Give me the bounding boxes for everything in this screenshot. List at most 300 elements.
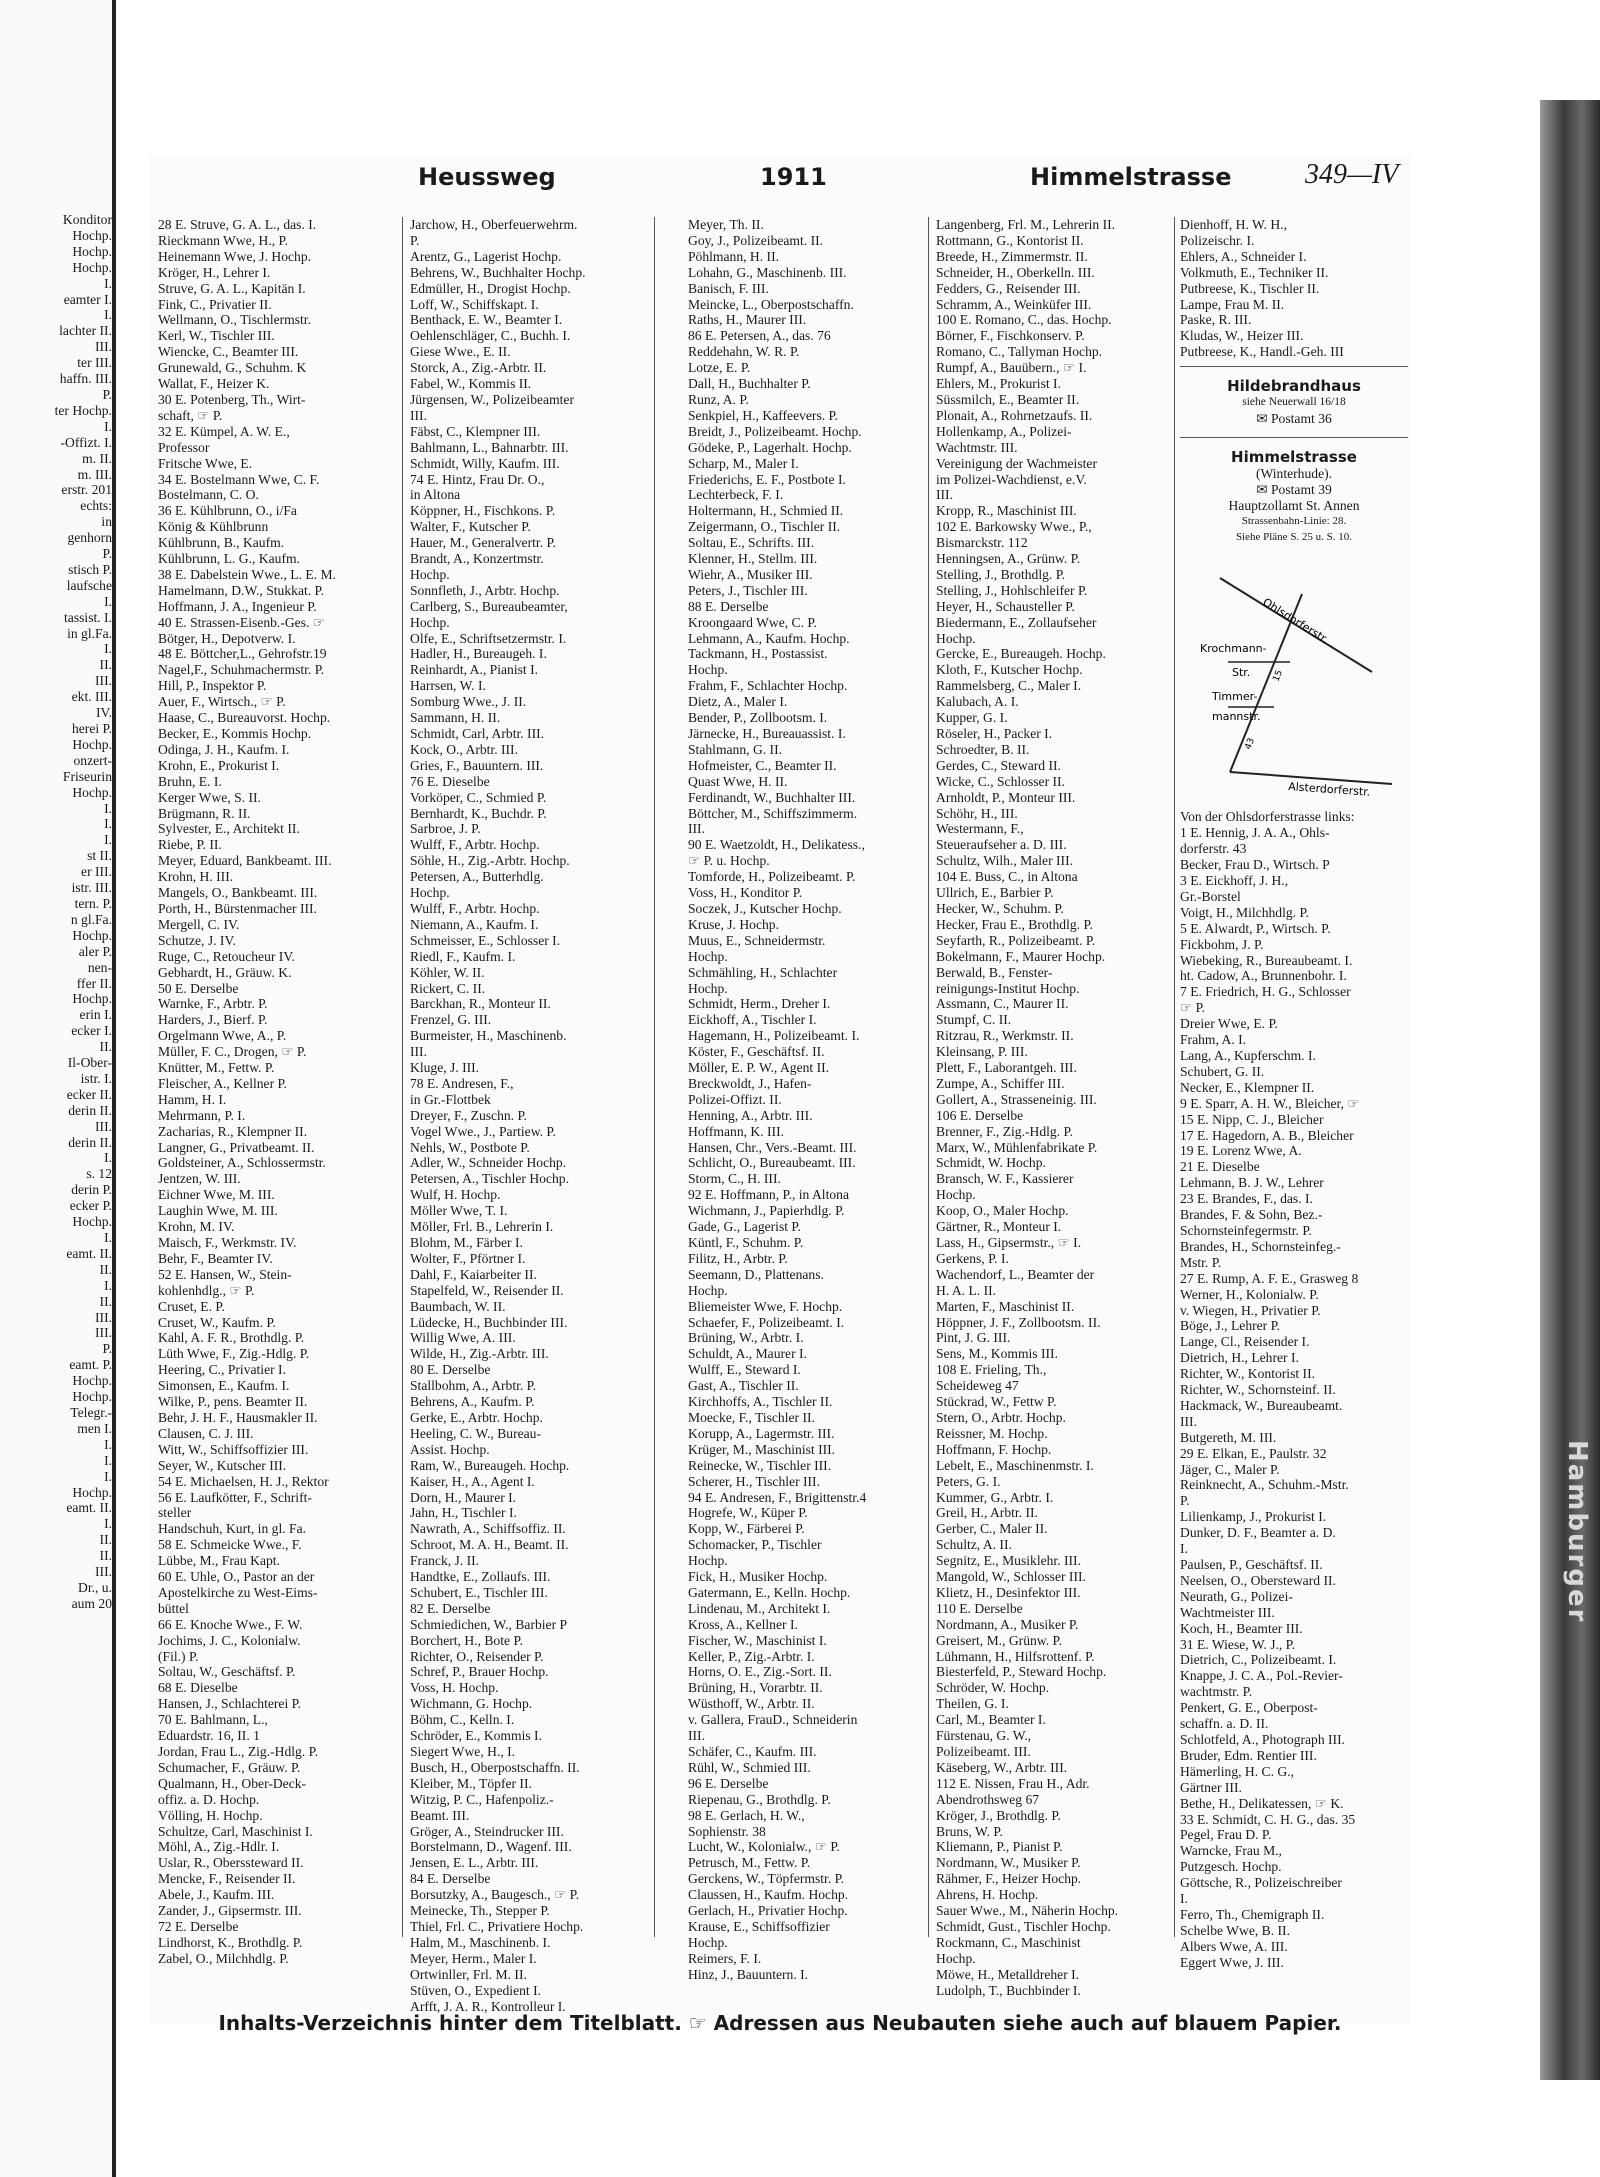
facing-page-line: I.	[104, 641, 112, 657]
directory-entry: Henning, A., Arbtr. III.	[688, 1107, 813, 1123]
facing-page-line: Hochp.	[72, 784, 112, 800]
directory-entry: (Fil.) P.	[158, 1648, 199, 1664]
directory-entry: Odinga, J. H., Kaufm. I.	[158, 741, 290, 757]
directory-entry: Hämerling, H. C. G.,	[1180, 1763, 1295, 1779]
facing-page-line: Hochp.	[72, 227, 112, 243]
directory-entry: Busch, H., Oberpostschaffn. II.	[410, 1759, 580, 1775]
directory-entry: 30 E. Potenberg, Th., Wirt-	[158, 391, 306, 407]
directory-entry: Lindhorst, K., Brothdlg. P.	[158, 1934, 303, 1950]
directory-entry: Knappe, J. C. A., Pol.-Revier-	[1180, 1668, 1343, 1684]
directory-entry: Bötger, H., Depotverw. I.	[158, 630, 296, 646]
directory-entry: Wüsthoff, W., Arbtr. II.	[688, 1696, 815, 1712]
directory-entry: Schneider, H., Oberkelln. III.	[936, 264, 1095, 280]
directory-entry: Riedl, F., Kaufm. I.	[410, 948, 516, 964]
directory-entry: Arentz, G., Lagerist Hochp.	[410, 248, 562, 264]
directory-entry: Wulff, F., Arbtr. Hochp.	[410, 900, 540, 916]
directory-entry: Nordmann, W., Musiker P.	[936, 1855, 1081, 1871]
directory-entry: 90 E. Waetzoldt, H., Delikatess.,	[688, 837, 865, 853]
map-label-krochmann: Krochmann-	[1200, 641, 1267, 655]
directory-entry: Greil, H., Arbtr. II.	[936, 1505, 1038, 1521]
directory-entry: Rühl, W., Schmied III.	[688, 1759, 811, 1775]
directory-entry: Hansen, J., Schlachterei P.	[158, 1696, 302, 1712]
directory-entry: Kleiber, M., Töpfer II.	[410, 1775, 532, 1791]
facing-page-line: IV.	[96, 705, 112, 721]
facing-page-line: Hochp.	[72, 736, 112, 752]
directory-entry: Hoffmann, F. Hochp.	[936, 1441, 1052, 1457]
directory-entry: Schuldt, A., Maurer I.	[688, 1346, 807, 1362]
directory-entry: Peters, G. I.	[936, 1473, 1001, 1489]
directory-entry: 98 E. Gerlach, H. W.,	[688, 1807, 805, 1823]
directory-entry: Simonsen, E., Kaufm. I.	[158, 1378, 290, 1394]
directory-entry: Ferro, Th., Chemigraph II.	[1180, 1906, 1325, 1922]
directory-entry: Hoffmann, K. III.	[688, 1123, 785, 1139]
facing-page-line: st II.	[87, 848, 112, 864]
column-rule	[1174, 217, 1175, 1937]
directory-entry: Vogel Wwe., J., Partiew. P.	[410, 1123, 556, 1139]
directory-entry: Franck, J. II.	[410, 1553, 480, 1569]
directory-entry: Schutze, J. IV.	[158, 932, 236, 948]
facing-page-line: I.	[104, 800, 112, 816]
directory-entry: Keller, P., Zig.-Arbtr. I.	[688, 1648, 815, 1664]
directory-entry: Lucht, W., Kolonialw., ☞ P.	[688, 1839, 840, 1855]
directory-entry: Brenner, F., Zig.-Hdlg. P.	[936, 1123, 1073, 1139]
facing-page-line: derin II.	[68, 1134, 112, 1150]
directory-entry: Stückrad, W., Fettw P.	[936, 1394, 1057, 1410]
directory-entry: Brandes, F. & Sohn, Bez.-	[1180, 1207, 1323, 1223]
directory-entry: Haase, C., Bureauvorst. Hochp.	[158, 710, 331, 726]
directory-entry: Friederichs, E. F., Postbote I.	[688, 471, 846, 487]
directory-entry: Witzig, P. C., Hafenpoliz.-	[410, 1791, 554, 1807]
directory-entry: 28 E. Struve, G. A. L., das. I.	[158, 217, 317, 232]
directory-entry: 38 E. Dabelstein Wwe., L. E. M.	[158, 566, 336, 582]
directory-entry: III.	[410, 1044, 427, 1060]
directory-entry: Edmüller, H., Drogist Hochp.	[410, 280, 571, 296]
himmelstrasse-zollamt: Hauptzollamt St. Annen	[1228, 497, 1360, 513]
directory-entry: Werner, H., Kolonialw. P.	[1180, 1286, 1319, 1302]
directory-entry: Lotze, E. P.	[688, 360, 751, 376]
column-2	[410, 217, 648, 2014]
facing-page-line: P.	[102, 546, 112, 562]
directory-entry: Böge, J., Lehrer P.	[1180, 1318, 1281, 1334]
facing-page-line: s. 12	[86, 1166, 112, 1182]
directory-entry: Sens, M., Kommis III.	[936, 1346, 1058, 1362]
directory-entry: Muus, E., Schneidermstr.	[688, 932, 826, 948]
directory-entry: P.	[1180, 1493, 1190, 1509]
directory-entry: Hoffmann, J. A., Ingenieur P.	[158, 598, 317, 614]
directory-entry: Gödeke, P., Lagerhalt. Hochp.	[688, 439, 852, 455]
hildebrandhaus-postamt: ✉ Postamt 36	[1256, 411, 1332, 427]
directory-entry: Ritzrau, R., Werkmstr. II.	[936, 1028, 1074, 1044]
directory-entry: Polizeibeamt. III.	[936, 1744, 1031, 1759]
directory-entry: 104 E. Buss, C., in Altona	[936, 869, 1078, 885]
directory-entry: Segnitz, E., Musiklehr. III.	[936, 1553, 1081, 1569]
directory-entry: Schultz, Wilh., Maler III.	[936, 853, 1073, 869]
directory-entry: Olfe, E., Schriftsetzermstr. I.	[410, 630, 567, 646]
facing-page-line: onzert-	[73, 752, 112, 768]
facing-page-line: I.	[104, 1452, 112, 1468]
directory-entry: Nagel,F., Schuhmachermstr. P.	[158, 662, 325, 678]
directory-entry: Steueraufseher a. D. III.	[936, 837, 1067, 853]
directory-entry: Wachendorf, L., Beamter der	[936, 1266, 1095, 1282]
directory-entry: Voss, H., Konditor P.	[688, 885, 803, 901]
directory-entry: Ludolph, T., Buchbinder I.	[936, 1982, 1081, 1998]
directory-entry: Ullrich, E., Barbier P.	[936, 885, 1054, 901]
directory-entry: Hochp.	[936, 630, 976, 646]
directory-entry: Riebe, P. II.	[158, 837, 222, 853]
directory-entry: Bruhn, E. I.	[158, 773, 222, 789]
directory-entry: Frenzel, G. III.	[410, 1012, 492, 1028]
directory-entry: Quast Wwe, H. II.	[688, 773, 788, 789]
facing-page-line: I.	[104, 1230, 112, 1245]
directory-entry: Bokelmann, F., Maurer Hochp.	[936, 948, 1106, 964]
directory-entry: Stelling, J., Brothdlg. P.	[936, 566, 1066, 582]
directory-entry: Schröder, W. Hochp.	[936, 1680, 1050, 1696]
himmelstrasse-box	[1180, 448, 1408, 546]
directory-entry: Nehls, W., Postbote P.	[410, 1139, 530, 1155]
directory-entry: Kupper, G. I.	[936, 710, 1008, 726]
column-5-top-list	[1180, 217, 1408, 360]
directory-entry: Gr.-Borstel	[1180, 888, 1241, 904]
directory-entry: 92 E. Hoffmann, P., in Altona	[688, 1187, 849, 1203]
directory-entry: Scheideweg 47	[936, 1378, 1019, 1394]
directory-entry: Storm, C., H. III.	[688, 1171, 781, 1187]
directory-entry: Sammann, H. II.	[410, 710, 501, 726]
directory-entry: 19 E. Lorenz Wwe, A.	[1180, 1143, 1302, 1159]
directory-entry: Hochp.	[688, 1553, 728, 1569]
directory-entry: 23 E. Brandes, F., das. I.	[1180, 1191, 1313, 1207]
directory-entry: Eichner Wwe, M. III.	[158, 1187, 275, 1203]
directory-entry: Hochp.	[688, 1934, 728, 1950]
directory-entry: 110 E. Derselbe	[936, 1600, 1023, 1616]
directory-entry: Kloth, F., Kutscher Hochp.	[936, 662, 1083, 678]
directory-entry: 32 E. Kümpel, A. W. E.,	[158, 423, 290, 439]
directory-entry: Borstelmann, D., Wagenf. III.	[410, 1839, 572, 1855]
directory-entry: 29 E. Elkan, E., Paulstr. 32	[1180, 1445, 1327, 1461]
directory-entry: Hecker, Frau E., Brothdlg. P.	[936, 916, 1093, 932]
directory-entry: Breede, H., Zimmermstr. II.	[936, 248, 1088, 264]
directory-entry: Eggert Wwe, J. III.	[1180, 1954, 1284, 1970]
directory-entry: 52 E. Hansen, W., Stein-	[158, 1266, 292, 1282]
directory-entry: Mangold, W., Schlosser III.	[936, 1569, 1086, 1585]
directory-entry: Lehmann, B. J. W., Lehrer	[1180, 1175, 1324, 1191]
facing-page-line: aum 20	[71, 1595, 112, 1611]
directory-entry: Küntl, F., Schuhm. P.	[688, 1235, 804, 1250]
section-rule	[1180, 366, 1408, 367]
himmelstrasse-district: (Winterhude).	[1255, 465, 1333, 481]
directory-entry: 60 E. Uhle, O., Pastor an der	[158, 1569, 315, 1585]
facing-page-line: Friseurin	[62, 768, 112, 784]
facing-page-line: ekt. III.	[71, 689, 112, 705]
directory-entry: Riepenau, G., Brothdlg. P.	[688, 1791, 831, 1807]
directory-entry: Stüven, O., Expedient I.	[410, 1982, 542, 1998]
map-label-krochmann-str: Str.	[1232, 665, 1251, 679]
header-street-start: Heussweg	[418, 163, 556, 191]
hildebrandhaus-box	[1180, 377, 1408, 427]
facing-page-line: derin P.	[71, 1182, 112, 1198]
directory-entry: 78 E. Andresen, F.,	[410, 1075, 514, 1091]
directory-entry: Gärtner, R., Monteur I.	[936, 1219, 1062, 1235]
directory-entry: v. Wiegen, H., Privatier P.	[1180, 1302, 1321, 1318]
book-edge	[1540, 100, 1600, 2080]
column-rule	[654, 217, 655, 1937]
directory-entry: Bethe, H., Delikatessen, ☞ K.	[1180, 1795, 1344, 1811]
directory-entry: Reinhardt, A., Pianist I.	[410, 662, 538, 678]
column-rule	[402, 217, 403, 1937]
directory-entry: Willig Wwe, A. III.	[410, 1330, 516, 1346]
facing-page-line: Hochp.	[72, 1214, 112, 1230]
directory-entry: Fickbohm, J. P.	[1180, 936, 1264, 952]
facing-page-line: I.	[104, 1277, 112, 1293]
directory-entry: Plonait, A., Rohrnetzaufs. II.	[936, 407, 1093, 423]
directory-entry: Porth, H., Bürstenmacher III.	[158, 900, 317, 916]
directory-entry: Jarchow, H., Oberfeuerwehrm.	[410, 217, 578, 232]
directory-entry: Reissner, M. Hochp.	[936, 1425, 1048, 1441]
directory-entry: 36 E. Kühlbrunn, O., i/Fa	[158, 503, 297, 519]
directory-entry: Nordmann, A., Musiker P.	[936, 1616, 1079, 1632]
directory-entry: III.	[410, 407, 427, 423]
directory-entry: schaft, ☞ P.	[158, 407, 223, 423]
directory-entry: reinigungs-Institut Hochp.	[936, 980, 1080, 996]
facing-page-line: III.	[95, 1309, 112, 1325]
facing-page-line: istr. I.	[80, 1070, 112, 1086]
directory-entry: Arfft, J. A. R., Kontrolleur I.	[410, 1998, 566, 2014]
directory-entry: Langner, G., Privatbeamt. II.	[158, 1139, 315, 1155]
facing-page-fragment	[0, 0, 120, 2177]
directory-entry: Qualmann, H., Ober-Deck-	[158, 1775, 307, 1791]
directory-entry: Knütter, M., Fettw. P.	[158, 1060, 275, 1076]
directory-entry: Hamelmann, D.W., Stukkat. P.	[158, 582, 325, 598]
directory-entry: Loff, W., Schiffskapt. I.	[410, 296, 539, 312]
header-street-end: Himmelstrasse	[1030, 163, 1232, 191]
directory-entry: Möwe, H., Metalldreher I.	[936, 1966, 1080, 1982]
directory-entry: Burmeister, H., Maschinenb.	[410, 1028, 567, 1044]
directory-entry: Seyfarth, R., Polizeibeamt. P.	[936, 932, 1096, 948]
directory-entry: Senkpiel, H., Kaffeevers. P.	[688, 407, 839, 423]
directory-entry: Grunewald, G., Schuhm. K	[158, 360, 307, 376]
directory-entry: Petersen, A., Tischler Hochp.	[410, 1171, 569, 1187]
directory-entry: Kliemann, P., Pianist P.	[936, 1839, 1063, 1855]
directory-entry: Kerger Wwe, S. II.	[158, 789, 261, 805]
directory-entry: Stahlmann, G. II.	[688, 741, 783, 757]
directory-entry: Neurath, G., Polizei-	[1180, 1588, 1293, 1604]
directory-entry: Korupp, A., Lagermstr. III.	[688, 1425, 835, 1441]
directory-entry: Gries, F., Bauuntern. III.	[410, 757, 544, 773]
directory-entry: Krüger, M., Maschinist III.	[688, 1441, 836, 1457]
directory-entry: Hochp.	[410, 566, 450, 582]
directory-entry: Lübbe, M., Frau Kapt.	[158, 1553, 280, 1569]
directory-entry: Volkmuth, E., Techniker II.	[1180, 264, 1329, 280]
directory-entry: H. A. L. II.	[936, 1282, 997, 1298]
directory-entry: im Polizei-Wachdienst, e.V.	[936, 471, 1087, 487]
directory-entry: 34 E. Bostelmann Wwe, C. F.	[158, 471, 320, 487]
directory-entry: Fedders, G., Reisender III.	[936, 280, 1081, 296]
directory-entry: Schaefer, F., Polizeibeamt. I.	[688, 1314, 845, 1330]
directory-entry: Köppner, H., Fischkons. P.	[410, 503, 556, 519]
directory-entry: 72 E. Derselbe	[158, 1918, 239, 1934]
directory-entry: Völling, H. Hochp.	[158, 1807, 263, 1823]
directory-entry: Behr, J. H. F., Hausmakler II.	[158, 1409, 318, 1425]
directory-entry: Voigt, H., Milchhdlg. P.	[1180, 904, 1309, 920]
facing-page-line: III.	[95, 339, 112, 355]
directory-entry: Carl, M., Beamter I.	[936, 1712, 1046, 1728]
directory-entry: Clausen, C. J. III.	[158, 1425, 254, 1441]
directory-entry: Wicke, C., Schlosser II.	[936, 773, 1065, 789]
directory-entry: Stelling, J., Hohlschleifer P.	[936, 582, 1088, 598]
directory-entry: Gröger, A., Steindrucker III.	[410, 1823, 564, 1839]
directory-entry: Richter, O., Reisender P.	[410, 1648, 544, 1664]
directory-entry: Bruns, W. P.	[936, 1823, 1003, 1839]
directory-entry: Moecke, F., Tischler II.	[688, 1409, 815, 1425]
directory-entry: Nawrath, A., Schiffsoffiz. II.	[410, 1521, 566, 1537]
directory-entry: Frahm, F., Schlachter Hochp.	[688, 678, 848, 694]
map-label-alsterdorfer: Alsterdorferstr.	[1287, 779, 1371, 799]
directory-entry: Schultze, Carl, Maschinist I.	[158, 1823, 313, 1839]
directory-entry: Lindenau, M., Architekt I.	[688, 1600, 831, 1616]
directory-entry: Witt, W., Schiffsoffizier III.	[158, 1441, 309, 1457]
directory-entry: Dietrich, H., Lehrer I.	[1180, 1350, 1299, 1366]
directory-entry: Ehlers, M., Prokurist I.	[936, 376, 1061, 392]
directory-entry: Voss, H. Hochp.	[410, 1680, 499, 1696]
directory-entry: Gerdes, C., Steward II.	[936, 757, 1061, 773]
directory-entry: Biedermann, E., Zollaufseher	[936, 614, 1097, 630]
map-number-43: 43	[1243, 736, 1258, 751]
directory-entry: Möhl, A., Zig.-Hdlr. I.	[158, 1839, 280, 1855]
directory-entry: Gerke, E., Arbtr. Hochp.	[410, 1409, 543, 1425]
directory-entry: 17 E. Hagedorn, A. B., Bleicher	[1180, 1127, 1354, 1143]
directory-entry: Professor	[158, 439, 210, 455]
directory-entry: Jordan, Frau L., Zig.-Hdlg. P.	[158, 1744, 319, 1759]
directory-entry: Niemann, A., Kaufm. I.	[410, 916, 539, 932]
directory-entry: Köster, F., Geschäftsf. II.	[688, 1044, 825, 1060]
directory-entry: Bruder, Edm. Rentier III.	[1180, 1747, 1317, 1763]
directory-entry: Kluge, J. III.	[410, 1060, 480, 1076]
directory-entry: Rumpf, A., Bauübern., ☞ I.	[936, 360, 1087, 376]
directory-entry: Behrens, W., Buchhalter Hochp.	[410, 264, 586, 280]
directory-entry: 108 E. Frieling, Th.,	[936, 1362, 1047, 1378]
directory-entry: Rähmer, F., Heizer Hochp.	[936, 1871, 1082, 1887]
directory-entry: Berwald, B., Fenster-	[936, 964, 1053, 980]
directory-entry: Söhle, H., Zig.-Arbtr. Hochp.	[410, 853, 570, 869]
directory-entry: III.	[936, 487, 953, 503]
directory-entry: Borsutzky, A., Baugesch., ☞ P.	[410, 1887, 580, 1903]
directory-entry: Meinecke, Th., Stepper P.	[410, 1903, 550, 1919]
facing-page-line: II.	[99, 1293, 112, 1309]
directory-entry: Rammelsberg, C., Maler I.	[936, 678, 1082, 694]
directory-entry: Schumacher, F., Gräuw. P.	[158, 1759, 301, 1775]
facing-page-line: eamt. P.	[69, 1357, 112, 1373]
column-rule	[928, 217, 929, 1937]
directory-entry: Kleinsang, P. III.	[936, 1044, 1028, 1060]
directory-entry: Wolter, F., Pförtner I.	[410, 1250, 526, 1266]
directory-entry: Scharp, M., Maler I.	[688, 455, 799, 471]
edge-print: Hamburger	[1562, 1440, 1592, 1624]
directory-entry: Oehlenschläger, C., Buchh. I.	[410, 328, 571, 344]
hildebrandhaus-ref: siehe Neuerwall 16/18	[1242, 396, 1346, 409]
directory-entry: Tackmann, H., Postassist.	[688, 646, 828, 662]
directory-entry: 7 E. Friedrich, H. G., Schlosser	[1180, 984, 1351, 1000]
directory-entry: Kropp, R., Maschinist III.	[936, 503, 1077, 519]
directory-entry: 1 E. Hennig, J. A. A., Ohls-	[1180, 825, 1330, 841]
directory-entry: Schubert, E., Tischler III.	[410, 1584, 548, 1600]
directory-entry: Gebhardt, H., Gräuw. K.	[158, 964, 292, 980]
directory-entry: Hansen, Chr., Vers.-Beamt. III.	[688, 1139, 857, 1155]
directory-entry: wachtmstr. P.	[1180, 1684, 1253, 1700]
column-4	[936, 217, 1168, 1998]
directory-entry: III.	[688, 1728, 705, 1744]
directory-entry: Järnecke, H., Bureauassist. I.	[688, 726, 846, 741]
directory-entry: Kludas, W., Heizer III.	[1180, 328, 1304, 344]
directory-entry: Stapelfeld, W., Reisender II.	[410, 1282, 564, 1298]
directory-entry: Böhm, C., Kelln. I.	[410, 1712, 515, 1728]
directory-entry: Warncke, Frau M.,	[1180, 1843, 1282, 1859]
directory-entry: Claussen, H., Kaufm. Hochp.	[688, 1887, 849, 1903]
directory-entry: Bender, P., Zollbootsm. I.	[688, 710, 828, 726]
directory-entry: Kröger, J., Brothdlg. P.	[936, 1807, 1061, 1823]
directory-entry: Fürstenau, G. W.,	[936, 1728, 1032, 1744]
directory-entry: Cruset, W., Kaufm. P.	[158, 1314, 276, 1330]
directory-entry: Putbreese, K., Handl.-Geh. III	[1180, 344, 1344, 360]
directory-entry: Hackmack, W., Bureaubeamt.	[1180, 1397, 1343, 1413]
directory-entry: Wulf, H. Hochp.	[410, 1187, 501, 1203]
directory-entry: 9 E. Sparr, A. H. W., Bleicher, ☞	[1180, 1095, 1360, 1111]
directory-entry: Barckhan, R., Monteur II.	[410, 996, 551, 1012]
facing-page-line: n gl.Fa.	[70, 911, 112, 927]
directory-entry: Dreier Wwe, E. P.	[1180, 1016, 1278, 1032]
directory-entry: Blohm, M., Färber I.	[410, 1235, 523, 1250]
directory-entry: Reinknecht, A., Schuhm.-Mstr.	[1180, 1477, 1349, 1493]
directory-entry: Krause, E., Schiffsoffizier	[688, 1918, 830, 1934]
directory-entry: Wulff, F., Arbtr. Hochp.	[410, 837, 540, 853]
facing-page-line: II.	[99, 1039, 112, 1055]
directory-entry: Wachtmeister III.	[1180, 1604, 1275, 1620]
facing-page-line: Hochp.	[72, 991, 112, 1007]
directory-entry: Hochp.	[410, 885, 450, 901]
directory-entry: Kühlbrunn, B., Kaufm.	[158, 535, 285, 551]
directory-entry: Bostelmann, C. O.	[158, 487, 259, 503]
directory-entry: Schornsteinfegermstr. P.	[1180, 1222, 1312, 1238]
directory-entry: Schmeisser, E., Schlosser I.	[410, 932, 561, 948]
directory-entry: Kroongaard Wwe, C. P.	[688, 614, 817, 630]
directory-entry: Schelbe Wwe, B. II.	[1180, 1922, 1290, 1938]
facing-page-line: ecker II.	[66, 1086, 112, 1102]
facing-page-line: ter Hochp.	[54, 402, 112, 418]
directory-entry: 94 E. Andresen, F., Brigittenstr.4	[688, 1489, 867, 1505]
directory-entry: Lüth Wwe, F., Zig.-Hdlg. P.	[158, 1346, 310, 1362]
directory-entry: Reinecke, W., Tischler III.	[688, 1457, 832, 1473]
directory-entry: ht. Cadow, A., Brunnenbohr. I.	[1180, 968, 1347, 984]
column-5	[1180, 217, 1408, 1970]
directory-entry: v. Gallera, FrauD., Schneiderin	[688, 1712, 858, 1728]
directory-entry: Röseler, H., Packer I.	[936, 726, 1053, 741]
facing-page-line: I.	[104, 832, 112, 848]
directory-entry: 86 E. Petersen, A., das. 76	[688, 328, 831, 344]
directory-entry: Fink, C., Privatier II.	[158, 296, 272, 312]
directory-entry: Pegel, Frau D. P.	[1180, 1827, 1272, 1843]
directory-entry: Bernhardt, K., Buchdr. P.	[410, 805, 547, 821]
facing-page-line: Dr., u.	[78, 1579, 112, 1595]
directory-entry: Albers Wwe, A. III.	[1180, 1938, 1288, 1954]
directory-entry: 68 E. Dieselbe	[158, 1680, 238, 1696]
directory-entry: Putbreese, K., Tischler II.	[1180, 280, 1320, 296]
directory-entry: Warnke, F., Arbtr. P.	[158, 996, 268, 1012]
directory-entry: 102 E. Barkowsky Wwe., P.,	[936, 519, 1092, 535]
directory-entry: Zander, J., Gipsermstr. III.	[158, 1903, 302, 1919]
directory-entry: Gerlach, H., Privatier Hochp.	[688, 1903, 848, 1919]
directory-entry: Meincke, L., Oberpostschaffn.	[688, 296, 854, 312]
directory-entry: Fick, H., Musiker Hochp.	[688, 1569, 828, 1585]
directory-entry: Lang, A., Kupferschm. I.	[1180, 1048, 1316, 1063]
facing-page-line: I.	[104, 1468, 112, 1484]
